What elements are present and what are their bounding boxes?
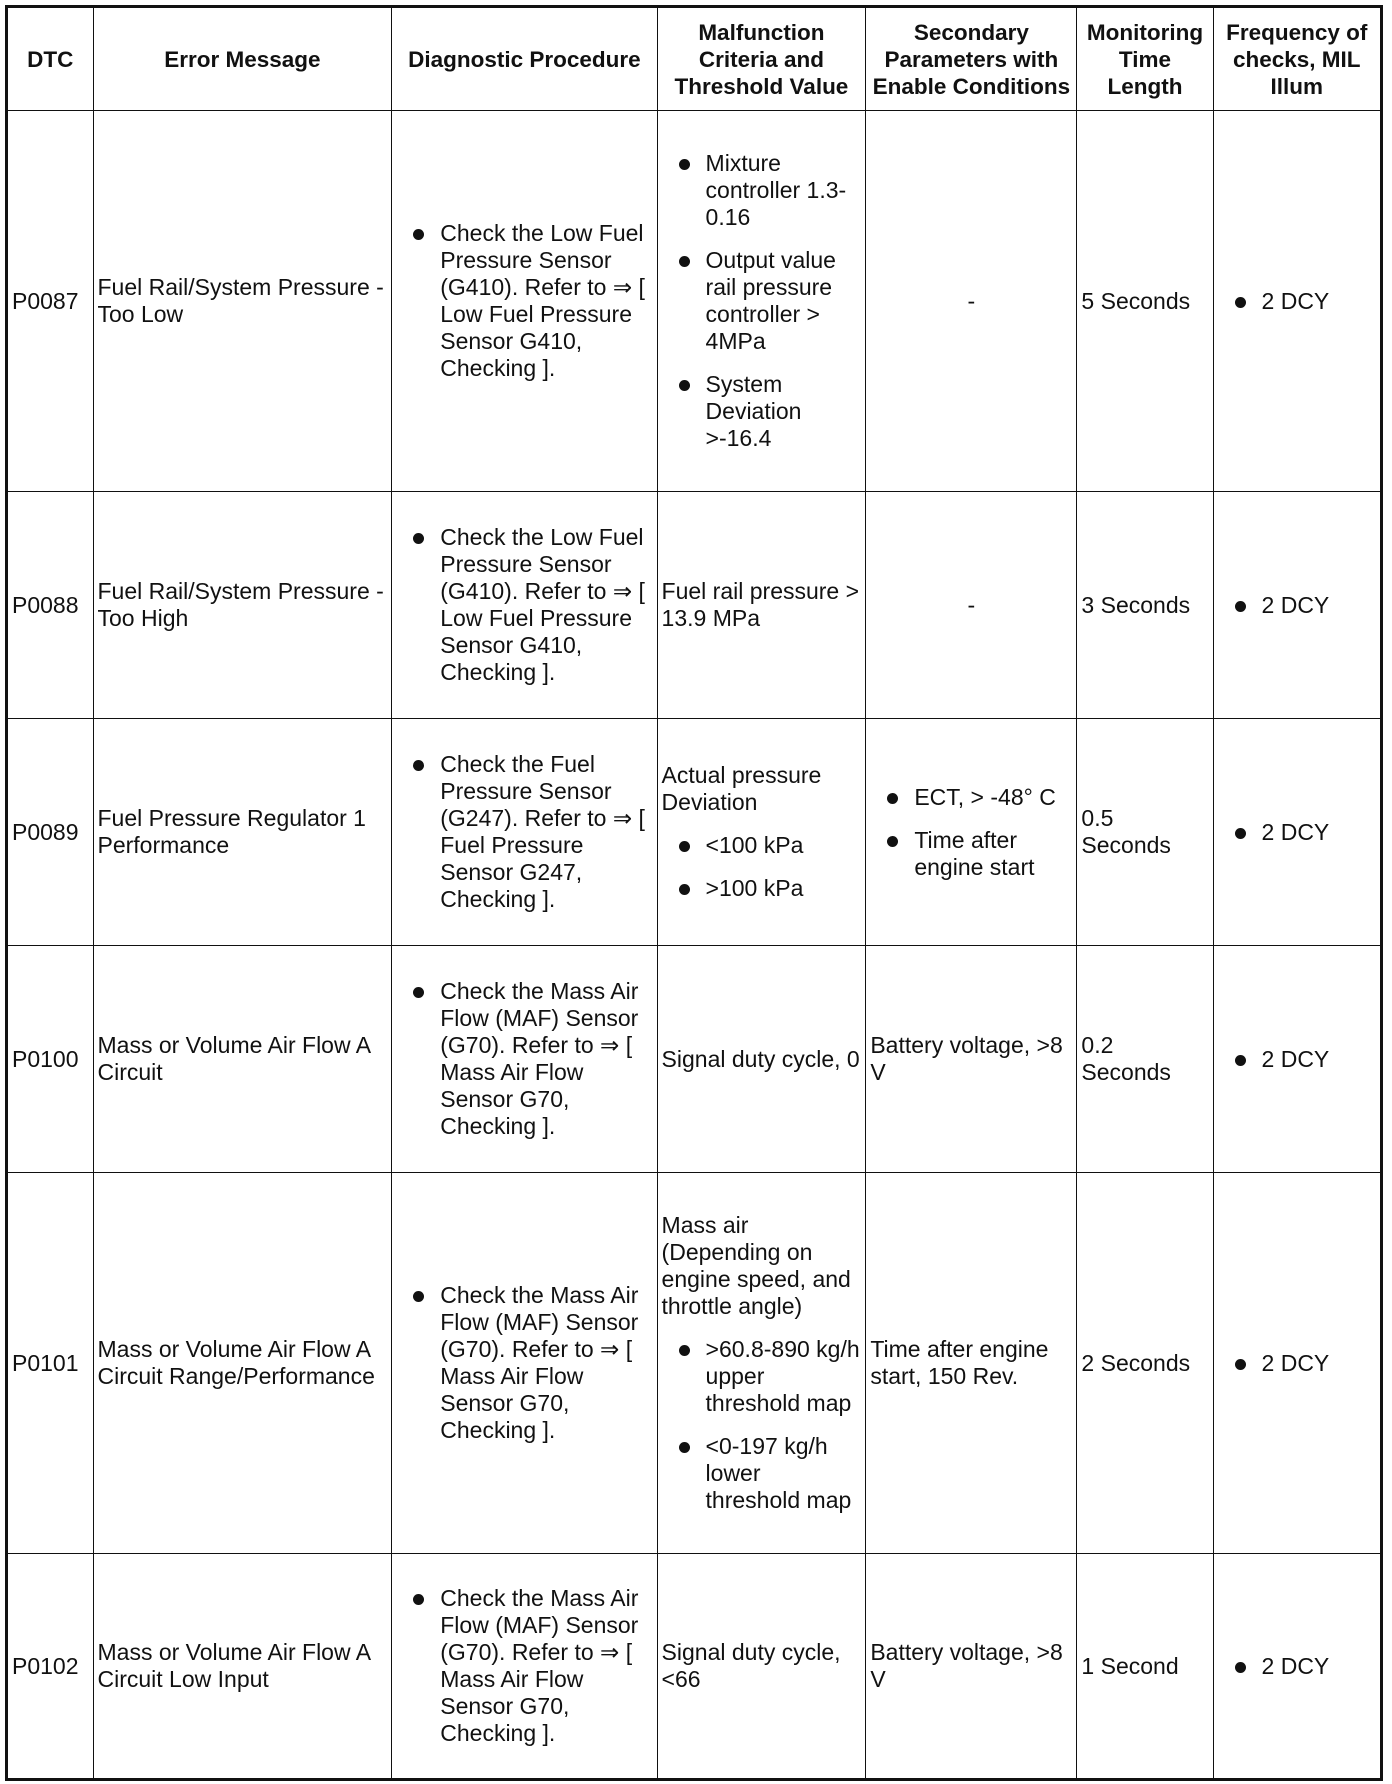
criteria-bullet: Output value rail pressure controller > 4MPa <box>662 247 862 355</box>
header-malfunction-criteria: Malfunction Criteria and Threshold Value <box>657 7 866 111</box>
frequency-mil <box>1213 492 1381 719</box>
dtc-code: P0087 <box>7 111 94 492</box>
frequency-bullet: 2 DCY <box>1218 1350 1376 1377</box>
monitoring-time: 2 Seconds <box>1077 1172 1213 1553</box>
error-message: Fuel Rail/System Pressure - Too Low <box>93 111 392 492</box>
table-row <box>7 719 1382 946</box>
error-message: Fuel Pressure Regulator 1 Performance <box>93 719 392 946</box>
secondary-parameters <box>866 719 1077 946</box>
criteria-bullet: >60.8-890 kg/h upper threshold map <box>662 1336 862 1417</box>
monitoring-time: 0.5 Seconds <box>1077 719 1213 946</box>
criteria-bullet: >100 kPa <box>662 875 862 902</box>
monitoring-time: 3 Seconds <box>1077 492 1213 719</box>
diagnostic-procedure <box>392 492 657 719</box>
table-row <box>7 492 1382 719</box>
dtc-code: P0102 <box>7 1554 94 1780</box>
error-message: Mass or Volume Air Flow A Circuit Range/Performance <box>93 1172 392 1553</box>
frequency-bullet: 2 DCY <box>1218 819 1376 846</box>
header-row <box>7 7 1382 111</box>
procedure-bullet: Check the Mass Air Flow (MAF) Sensor (G70). Refer to ⇒ [ Mass Air Flow Sensor G70, Checking ]. <box>396 978 652 1140</box>
dtc-code: P0088 <box>7 492 94 719</box>
diagnostic-procedure <box>392 946 657 1173</box>
procedure-bullet: Check the Low Fuel Pressure Sensor (G410). Refer to ⇒ [ Low Fuel Pressure Sensor G410, Checking ]. <box>396 524 652 686</box>
secondary-parameters: Battery voltage, >8 V <box>866 1554 1077 1780</box>
criteria-text: Actual pressure Deviation <box>661 762 822 816</box>
diagnostic-procedure <box>392 719 657 946</box>
malfunction-criteria: Signal duty cycle, 0 <box>657 946 866 1173</box>
malfunction-criteria: Fuel rail pressure > 13.9 MPa <box>657 492 866 719</box>
dtc-table <box>5 5 1383 1781</box>
secondary-bullet: Time after engine start <box>870 827 1072 881</box>
secondary-parameters: - <box>866 111 1077 492</box>
frequency-bullet: 2 DCY <box>1218 1653 1376 1680</box>
error-message: Mass or Volume Air Flow A Circuit Low Input <box>93 1554 392 1780</box>
diagnostic-procedure <box>392 1554 657 1780</box>
monitoring-time: 1 Second <box>1077 1554 1213 1780</box>
diagnostic-procedure <box>392 111 657 492</box>
frequency-mil <box>1213 946 1381 1173</box>
frequency-mil <box>1213 719 1381 946</box>
malfunction-criteria <box>657 719 866 946</box>
header-secondary-parameters: Secondary Parameters with Enable Conditions <box>866 7 1077 111</box>
frequency-mil <box>1213 1172 1381 1553</box>
secondary-parameters: - <box>866 492 1077 719</box>
dtc-code: P0101 <box>7 1172 94 1553</box>
secondary-bullet: ECT, > -48° C <box>870 784 1072 811</box>
table-row <box>7 1172 1382 1553</box>
procedure-bullet: Check the Fuel Pressure Sensor (G247). Refer to ⇒ [ Fuel Pressure Sensor G247, Checking ]. <box>396 751 652 913</box>
malfunction-criteria <box>657 111 866 492</box>
secondary-parameters: Time after engine start, 150 Rev. <box>866 1172 1077 1553</box>
criteria-text: Mass air (Depending on engine speed, and throttle angle) <box>661 1212 851 1320</box>
frequency-bullet: 2 DCY <box>1218 592 1376 619</box>
malfunction-criteria <box>657 1172 866 1553</box>
table-row <box>7 946 1382 1173</box>
error-message: Fuel Rail/System Pressure - Too High <box>93 492 392 719</box>
criteria-bullet: System Deviation >-16.4 <box>662 371 862 452</box>
frequency-bullet: 2 DCY <box>1218 288 1376 315</box>
table-row <box>7 1554 1382 1780</box>
header-dtc: DTC <box>7 7 94 111</box>
dtc-code: P0100 <box>7 946 94 1173</box>
criteria-bullet: <100 kPa <box>662 832 862 859</box>
frequency-mil <box>1213 111 1381 492</box>
criteria-bullet: Mixture controller 1.3-0.16 <box>662 150 862 231</box>
procedure-bullet: Check the Low Fuel Pressure Sensor (G410). Refer to ⇒ [ Low Fuel Pressure Sensor G410, Checking ]. <box>396 220 652 382</box>
dtc-code: P0089 <box>7 719 94 946</box>
table-row <box>7 111 1382 492</box>
monitoring-time: 0.2 Seconds <box>1077 946 1213 1173</box>
error-message: Mass or Volume Air Flow A Circuit <box>93 946 392 1173</box>
secondary-parameters: Battery voltage, >8 V <box>866 946 1077 1173</box>
header-monitoring-time: Monitoring Time Length <box>1077 7 1213 111</box>
header-frequency-mil: Frequency of checks, MIL Illum <box>1213 7 1381 111</box>
frequency-bullet: 2 DCY <box>1218 1046 1376 1073</box>
diagnostic-procedure <box>392 1172 657 1553</box>
procedure-bullet: Check the Mass Air Flow (MAF) Sensor (G70). Refer to ⇒ [ Mass Air Flow Sensor G70, Checking ]. <box>396 1282 652 1444</box>
malfunction-criteria: Signal duty cycle, <66 <box>657 1554 866 1780</box>
header-diagnostic-procedure: Diagnostic Procedure <box>392 7 657 111</box>
procedure-bullet: Check the Mass Air Flow (MAF) Sensor (G70). Refer to ⇒ [ Mass Air Flow Sensor G70, Checking ]. <box>396 1585 652 1747</box>
frequency-mil <box>1213 1554 1381 1780</box>
header-error-message: Error Message <box>93 7 392 111</box>
criteria-bullet: <0-197 kg/h lower threshold map <box>662 1433 862 1514</box>
monitoring-time: 5 Seconds <box>1077 111 1213 492</box>
